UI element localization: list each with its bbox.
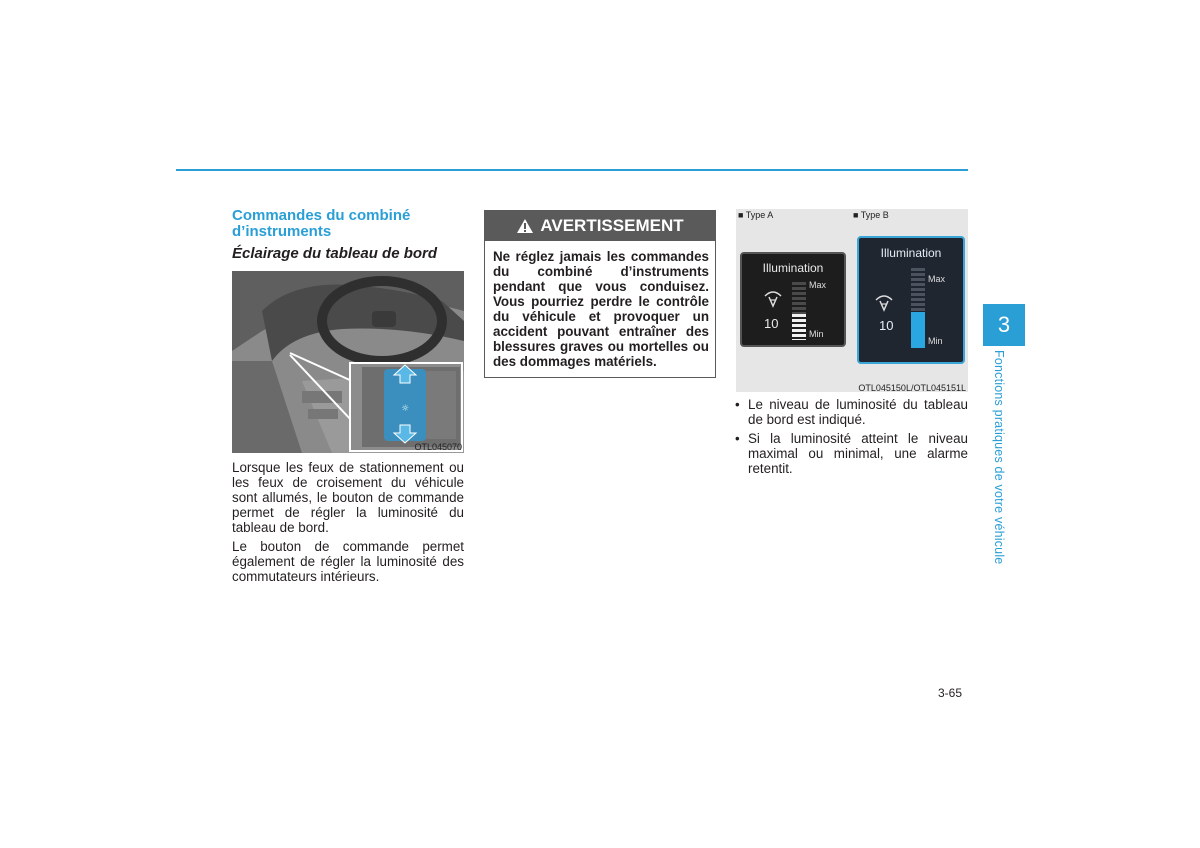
type-b-brightness-icon — [873, 292, 895, 312]
type-a-label: ■ Type A — [738, 210, 774, 220]
section-title: Commandes du combiné d’instruments — [232, 207, 411, 240]
type-b-display — [857, 236, 965, 364]
type-b-label: ■ Type B — [853, 210, 889, 220]
illumination-illustration — [736, 209, 968, 392]
illustration-code: OTL045150L/OTL045151L — [858, 383, 966, 393]
svg-text:☼: ☼ — [400, 404, 410, 414]
type-a-level: 10 — [764, 316, 779, 331]
chapter-number-tab: 3 — [983, 304, 1025, 346]
paragraph-1: Lorsque les feux de stationnement ou les feux de croisement du véhicule sont allumés, le bouton de commande permet de régler la luminosité du tableau de bord. — [232, 460, 464, 535]
page-number: 3-65 — [938, 686, 963, 700]
section-subtitle: Éclairage du tableau de bord — [232, 245, 438, 262]
warning-triangle-icon — [516, 218, 534, 234]
warning-text: Ne réglez jamais les commandes du combiné d’instruments pendant que vous conduisez. Vous pourriez perdre le contrôle du véhicule et provoquer un accident pouvant entraîner des blessures graves ou mortelles ou des dommages matériels. — [493, 249, 709, 369]
warning-title: AVERTISSEMENT — [540, 216, 684, 235]
top-rule — [176, 169, 968, 171]
type-a-level-bar — [792, 282, 806, 340]
bullet-item-2: • Si la luminosité atteint le niveau maximal ou minimal, une alarme retentit. — [734, 431, 968, 476]
type-a-display-title: Illumination — [762, 261, 824, 275]
type-a-min-label: Min — [809, 329, 824, 339]
type-b-display-title: Illumination — [880, 246, 942, 260]
photo-code: OTL045070 — [414, 442, 462, 452]
bullet-list — [734, 397, 968, 480]
dashboard-photo — [232, 271, 464, 453]
type-b-level-bar — [911, 268, 925, 348]
type-a-level-fill — [792, 314, 806, 340]
type-a-max-label: Max — [809, 280, 827, 290]
type-a-display — [740, 252, 846, 347]
chapter-title: Fonctions pratiques de votre véhicule — [992, 350, 1006, 565]
type-b-max-label: Max — [928, 274, 946, 284]
dashboard-photo-art — [232, 271, 464, 453]
type-b-min-label: Min — [928, 336, 943, 346]
type-b-level-fill — [911, 312, 925, 348]
type-a-brightness-icon — [762, 288, 784, 308]
type-b-level: 10 — [879, 318, 894, 333]
warning-header — [485, 211, 715, 241]
bullet-item-1: • Le niveau de luminosité du tableau de bord est indiqué. — [734, 397, 968, 427]
warning-box — [484, 210, 716, 378]
paragraph-2: Le bouton de commande permet également de régler la luminosité des commutateurs intérieurs. — [232, 539, 464, 584]
